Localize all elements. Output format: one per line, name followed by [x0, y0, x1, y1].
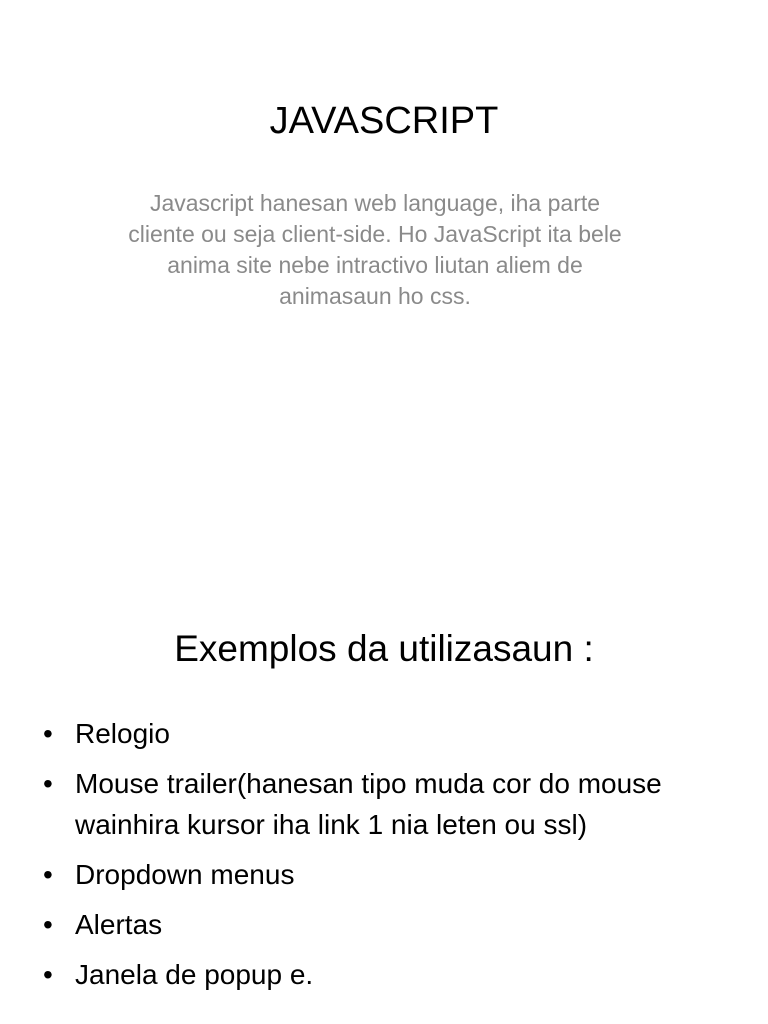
bullet-text: Alertas: [75, 909, 163, 940]
bullet-text: Mouse trailer(hanesan tipo muda cor do mouse wainhira kursor iha link 1 nia leten ou ssl): [75, 768, 662, 840]
bullet-dot-icon: •: [43, 768, 53, 799]
bullet-text: Relogio: [75, 718, 170, 749]
bullet-dot-icon: •: [43, 859, 53, 890]
bullet-dot-icon: •: [43, 909, 53, 940]
slide-title: JAVASCRIPT: [269, 100, 499, 142]
content-slide: [0, 576, 768, 1024]
bullet-text: Janela de popup e.: [75, 959, 314, 990]
bullet-dot-icon: •: [43, 718, 53, 749]
slide-subtitle: Javascript hanesan web language, iha parte cliente ou seja client-side. Ho JavaScript ita bele anima site nebe intractivo liutan aliem de animasaun ho css.: [128, 190, 622, 309]
bullet-item: [40, 954, 730, 995]
bullet-item: [40, 854, 730, 895]
bullet-list: [40, 713, 730, 1004]
bullet-dot-icon: •: [43, 959, 53, 990]
slide-heading: Exemplos da utilizasaun :: [174, 628, 594, 669]
bullet-item: [40, 713, 730, 754]
bullet-item: [40, 763, 730, 845]
bullet-item: [40, 904, 730, 945]
bullet-text: Dropdown menus: [75, 859, 295, 890]
